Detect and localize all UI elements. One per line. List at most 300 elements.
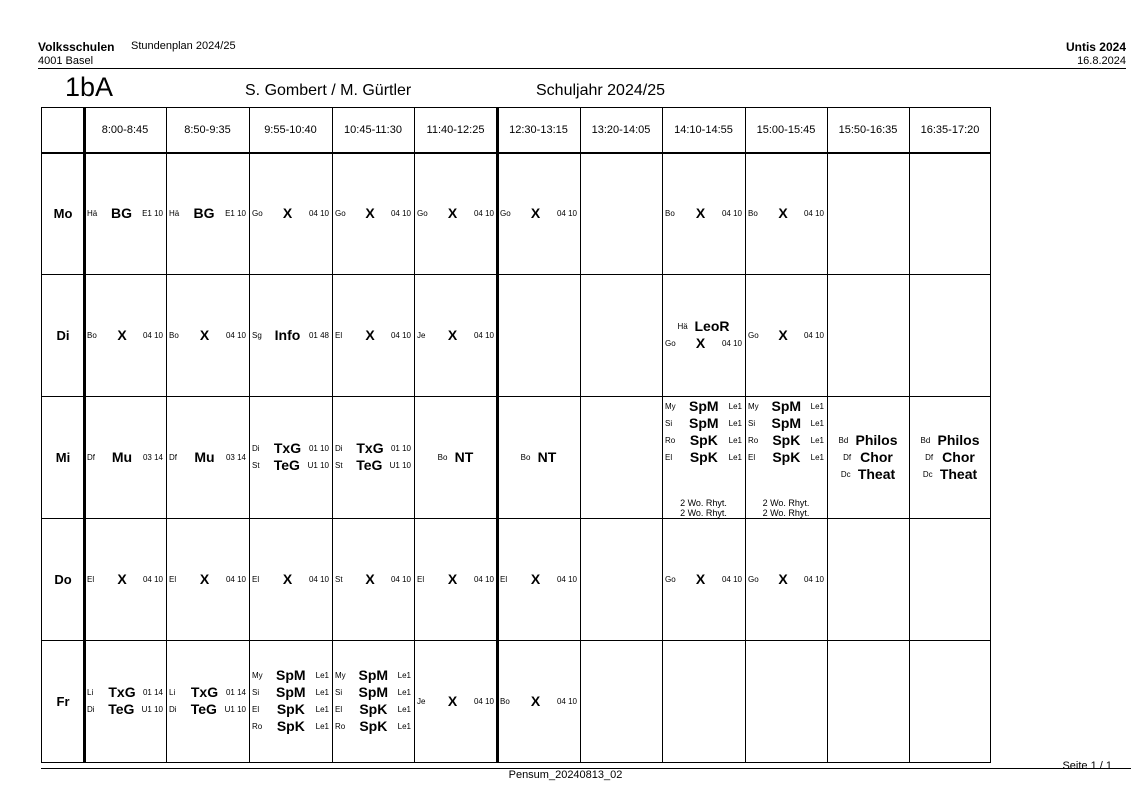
lesson-cell bbox=[84, 396, 166, 518]
teacher-code: Go bbox=[417, 208, 428, 218]
teacher-code: My bbox=[748, 402, 759, 411]
lesson-cell bbox=[166, 518, 249, 640]
room-code: 04 10 bbox=[308, 208, 329, 218]
subject-code: LeoR bbox=[694, 318, 730, 334]
lesson-entry bbox=[249, 684, 332, 701]
room-code: 04 10 bbox=[473, 574, 494, 584]
day-header-mo: Mo bbox=[53, 205, 73, 221]
day-header-fr: Fr bbox=[56, 693, 70, 709]
lesson-entry bbox=[84, 327, 166, 344]
period-header: 15:50-16:35 bbox=[838, 124, 898, 136]
room-code: 04 10 bbox=[142, 574, 163, 584]
lesson-entry bbox=[662, 205, 745, 222]
lesson-cell bbox=[662, 518, 745, 640]
lesson-entry bbox=[166, 327, 249, 344]
lesson-cell bbox=[332, 640, 414, 762]
footer-filename: Pensum_20240813_02 bbox=[508, 769, 623, 781]
lesson-cell bbox=[827, 152, 909, 274]
lesson-entry bbox=[84, 701, 166, 718]
lesson-entry bbox=[166, 449, 249, 466]
lesson-cell bbox=[745, 152, 827, 274]
lesson-cell bbox=[662, 396, 745, 520]
lesson-entry bbox=[84, 449, 166, 466]
subject-code: Theat bbox=[939, 465, 978, 482]
teacher-code: Dc bbox=[840, 469, 851, 479]
teacher-code: Di bbox=[87, 705, 95, 714]
room-code: 04 10 bbox=[142, 330, 163, 340]
room-code: Le1 bbox=[315, 722, 329, 731]
room-code: 04 10 bbox=[721, 574, 742, 584]
teacher-code: El bbox=[252, 574, 260, 584]
room-code: Le1 bbox=[397, 688, 411, 697]
subject-code: X bbox=[365, 204, 375, 221]
room-code: 04 10 bbox=[308, 574, 329, 584]
day-header-mi: Mi bbox=[55, 449, 71, 465]
room-code: 04 10 bbox=[803, 208, 824, 218]
lesson-entry bbox=[662, 432, 745, 449]
room-code: Le1 bbox=[810, 402, 824, 411]
lesson-entry bbox=[662, 335, 745, 352]
subject-code: X bbox=[530, 692, 541, 709]
lesson-cell bbox=[909, 640, 991, 762]
teacher-code: Bo bbox=[520, 452, 531, 462]
subject-code: X bbox=[530, 204, 541, 221]
room-code: U1 10 bbox=[307, 461, 329, 470]
lesson-entry bbox=[249, 667, 332, 684]
lesson-cell bbox=[909, 396, 991, 518]
room-code: E1 10 bbox=[225, 208, 246, 218]
subject-code: SpK bbox=[359, 718, 388, 734]
period-header: 9:55-10:40 bbox=[264, 124, 317, 136]
room-code: 04 10 bbox=[473, 696, 494, 706]
teacher-code: St bbox=[252, 461, 260, 470]
lesson-entry bbox=[84, 684, 166, 701]
subject-code: X bbox=[447, 326, 458, 343]
lesson-entry bbox=[827, 449, 909, 466]
lesson-cell bbox=[909, 152, 991, 274]
subject-code: X bbox=[365, 326, 375, 343]
lesson-entry bbox=[745, 449, 827, 466]
lesson-entry bbox=[414, 327, 497, 344]
subject-code: X bbox=[282, 570, 293, 587]
room-code: U1 10 bbox=[141, 705, 163, 714]
lesson-entry bbox=[745, 327, 827, 344]
lesson-entry bbox=[332, 667, 414, 684]
room-code: 01 48 bbox=[308, 330, 329, 340]
room-code: 04 10 bbox=[721, 339, 742, 348]
lesson-cell bbox=[166, 274, 249, 396]
lesson-entry bbox=[249, 205, 332, 222]
print-date: 16.8.2024 bbox=[1077, 55, 1126, 67]
subject-code: X bbox=[778, 204, 788, 221]
room-code: 04 10 bbox=[390, 208, 411, 218]
rhythm-note: 2 Wo. Rhyt. bbox=[680, 498, 727, 508]
lesson-entry bbox=[332, 457, 414, 474]
school-name: Volksschulen bbox=[38, 40, 115, 54]
teacher-code: Bd bbox=[920, 435, 931, 445]
teacher-code: Bo bbox=[437, 452, 448, 462]
subject-code: Chor bbox=[860, 448, 893, 465]
room-code: 04 10 bbox=[473, 208, 494, 218]
lesson-entry bbox=[662, 318, 745, 335]
subject-code: TeG bbox=[356, 457, 383, 473]
lesson-entry bbox=[332, 205, 414, 222]
teacher-code: Si bbox=[665, 419, 673, 428]
lesson-entry bbox=[332, 684, 414, 701]
lesson-entry bbox=[745, 571, 827, 588]
lesson-cell bbox=[827, 518, 909, 640]
lesson-entry bbox=[414, 693, 497, 710]
lesson-cell bbox=[745, 396, 827, 520]
teacher-code: Bo bbox=[169, 330, 179, 340]
lesson-cell bbox=[497, 518, 580, 640]
header-rule bbox=[38, 68, 1126, 69]
teacher-code: Je bbox=[417, 696, 426, 706]
teacher-code: El bbox=[169, 574, 177, 584]
subject-code: X bbox=[695, 335, 706, 351]
rhythm-note: 2 Wo. Rhyt. bbox=[762, 508, 810, 518]
subject-code: X bbox=[447, 692, 458, 709]
lesson-entry bbox=[332, 701, 414, 718]
lesson-cell bbox=[414, 640, 497, 762]
lesson-entry bbox=[497, 571, 580, 588]
subject-code: X bbox=[695, 204, 706, 221]
teacher-code: Go bbox=[252, 208, 263, 218]
lesson-entry bbox=[414, 449, 497, 466]
teacher-code: Go bbox=[665, 339, 676, 348]
room-code: Le1 bbox=[397, 722, 411, 731]
lesson-entry bbox=[827, 466, 909, 483]
room-code: 03 14 bbox=[142, 452, 163, 462]
teacher-code: Si bbox=[252, 688, 260, 697]
school-year: Schuljahr 2024/25 bbox=[536, 82, 665, 99]
teacher-code: Go bbox=[335, 208, 346, 218]
subject-code: X bbox=[778, 326, 788, 343]
subject-code: X bbox=[117, 570, 127, 587]
lesson-cell bbox=[249, 640, 332, 762]
teacher-code: Bd bbox=[838, 435, 849, 445]
teacher-code: Bo bbox=[87, 330, 97, 340]
lesson-entry bbox=[662, 415, 745, 432]
subject-code: NT bbox=[454, 448, 474, 465]
subject-code: X bbox=[282, 204, 293, 221]
teacher-code: Bo bbox=[665, 208, 675, 218]
teacher-code: Bo bbox=[748, 208, 758, 218]
subject-code: SpM bbox=[771, 398, 802, 414]
lesson-cell bbox=[414, 274, 497, 396]
subject-code: Info bbox=[274, 326, 301, 343]
teacher-code: Si bbox=[335, 688, 343, 697]
lesson-entry bbox=[249, 327, 332, 344]
subject-code: SpM bbox=[276, 667, 306, 683]
day-header-di: Di bbox=[56, 327, 70, 343]
room-code: Le1 bbox=[810, 453, 824, 462]
lesson-cell bbox=[827, 274, 909, 396]
subject-code: SpK bbox=[359, 701, 388, 717]
lesson-entry bbox=[662, 571, 745, 588]
lesson-entry bbox=[745, 205, 827, 222]
subject-code: SpM bbox=[689, 415, 719, 431]
lesson-entry bbox=[909, 466, 991, 483]
class-name: 1bA bbox=[65, 72, 114, 102]
lesson-cell bbox=[414, 518, 497, 640]
lesson-cell bbox=[332, 274, 414, 396]
lesson-cell bbox=[249, 396, 332, 518]
lesson-entry bbox=[332, 327, 414, 344]
room-code: Le1 bbox=[315, 705, 329, 714]
lesson-cell bbox=[84, 152, 166, 274]
subject-code: SpK bbox=[772, 432, 801, 448]
teacher-code: El bbox=[417, 574, 425, 584]
lesson-cell bbox=[662, 152, 745, 274]
rhythm-notes bbox=[662, 498, 745, 518]
subject-code: X bbox=[117, 326, 127, 343]
lesson-cell bbox=[497, 152, 580, 274]
class-teachers: S. Gombert / M. Gürtler bbox=[245, 82, 412, 99]
teacher-code: Dc bbox=[922, 469, 933, 479]
teacher-code: Ro bbox=[335, 722, 346, 731]
lesson-cell bbox=[580, 640, 662, 762]
subject-code: X bbox=[447, 204, 458, 221]
teacher-code: Df bbox=[925, 452, 934, 462]
plan-title: Stundenplan 2024/25 bbox=[131, 40, 236, 52]
subject-code: Philos bbox=[855, 431, 898, 448]
period-header: 8:00-8:45 bbox=[101, 124, 149, 136]
teacher-code: Li bbox=[169, 688, 176, 697]
rhythm-note: 2 Wo. Rhyt. bbox=[762, 498, 810, 508]
room-code: Le1 bbox=[315, 671, 329, 680]
room-code: Le1 bbox=[397, 705, 411, 714]
teacher-code: Di bbox=[252, 444, 260, 453]
subject-code: Philos bbox=[937, 431, 980, 448]
lesson-cell bbox=[827, 396, 909, 518]
period-header: 11:40-12:25 bbox=[426, 124, 485, 136]
teacher-code: Je bbox=[417, 330, 426, 340]
lesson-cell bbox=[332, 152, 414, 274]
teacher-code: Df bbox=[169, 452, 177, 462]
lesson-cell bbox=[166, 640, 249, 762]
teacher-code: El bbox=[500, 574, 508, 584]
lesson-cell bbox=[166, 152, 249, 274]
subject-code: TxG bbox=[108, 684, 136, 700]
lesson-entry bbox=[414, 571, 497, 588]
teacher-code: El bbox=[748, 453, 756, 462]
lesson-cell bbox=[580, 152, 662, 274]
lesson-entry bbox=[909, 432, 991, 449]
teacher-code: Df bbox=[843, 452, 852, 462]
lesson-cell bbox=[249, 274, 332, 396]
room-code: Le1 bbox=[810, 419, 824, 428]
period-header: 13:20-14:05 bbox=[591, 124, 651, 136]
lesson-cell bbox=[414, 396, 497, 518]
lesson-entry bbox=[745, 432, 827, 449]
room-code: Le1 bbox=[728, 419, 742, 428]
subject-code: X bbox=[778, 570, 788, 587]
teacher-code: Go bbox=[748, 574, 759, 584]
lesson-entry bbox=[414, 205, 497, 222]
room-code: Le1 bbox=[810, 436, 824, 445]
rhythm-notes bbox=[745, 498, 827, 518]
subject-code: X bbox=[695, 570, 706, 587]
subject-code: SpK bbox=[689, 449, 718, 465]
subject-code: SpM bbox=[276, 684, 306, 700]
lesson-cell bbox=[84, 640, 166, 762]
teacher-code: Df bbox=[87, 452, 95, 462]
subject-code: TxG bbox=[356, 440, 384, 456]
subject-code: TeG bbox=[108, 701, 135, 717]
subject-code: X bbox=[199, 326, 210, 343]
lesson-cell bbox=[745, 640, 827, 762]
school-address: 4001 Basel bbox=[38, 55, 94, 67]
subject-code: SpK bbox=[772, 449, 801, 465]
subject-code: Theat bbox=[857, 465, 896, 482]
room-code: 04 10 bbox=[556, 696, 577, 706]
subject-code: SpM bbox=[689, 398, 719, 414]
lesson-entry bbox=[166, 701, 249, 718]
page-number: Seite 1 / 1 bbox=[1062, 760, 1112, 772]
lesson-entry bbox=[249, 440, 332, 457]
lesson-entry bbox=[497, 449, 580, 466]
room-code: U1 10 bbox=[389, 461, 411, 470]
period-header: 14:10-14:55 bbox=[674, 124, 733, 136]
teacher-code: Ro bbox=[252, 722, 263, 731]
subject-code: BG bbox=[111, 204, 133, 221]
room-code: 04 10 bbox=[225, 330, 246, 340]
lesson-entry bbox=[662, 398, 745, 415]
lesson-entry bbox=[332, 571, 414, 588]
period-header: 10:45-11:30 bbox=[344, 124, 402, 136]
room-code: E1 10 bbox=[142, 208, 163, 218]
lesson-entry bbox=[332, 718, 414, 735]
room-code: 04 10 bbox=[556, 208, 577, 218]
subject-code: TxG bbox=[190, 684, 219, 700]
subject-code: Chor bbox=[942, 448, 975, 465]
lesson-entry bbox=[249, 701, 332, 718]
room-code: 04 10 bbox=[803, 574, 824, 584]
subject-code: SpK bbox=[689, 432, 718, 448]
lesson-entry bbox=[84, 205, 166, 222]
period-header: 8:50-9:35 bbox=[184, 124, 231, 136]
teacher-code: My bbox=[252, 671, 263, 680]
teacher-code: My bbox=[335, 671, 346, 680]
room-code: 04 10 bbox=[473, 330, 494, 340]
lesson-cell bbox=[332, 396, 414, 518]
period-header: 16:35-17:20 bbox=[920, 124, 980, 136]
teacher-code: El bbox=[87, 574, 95, 584]
room-code: 04 10 bbox=[721, 208, 742, 218]
lesson-cell bbox=[580, 396, 662, 518]
lesson-entry bbox=[166, 571, 249, 588]
period-header: 15:00-15:45 bbox=[756, 124, 816, 136]
lesson-cell bbox=[909, 274, 991, 396]
lesson-cell bbox=[166, 396, 249, 518]
lesson-entry bbox=[497, 205, 580, 222]
teacher-code: Sg bbox=[252, 330, 262, 340]
subject-code: SpM bbox=[771, 415, 802, 431]
subject-code: X bbox=[365, 570, 375, 587]
room-code: 01 10 bbox=[390, 444, 411, 453]
teacher-code: El bbox=[335, 330, 343, 340]
teacher-code: Di bbox=[335, 444, 343, 453]
room-code: 04 10 bbox=[556, 574, 577, 584]
lesson-cell bbox=[827, 640, 909, 762]
lesson-cell bbox=[662, 274, 745, 396]
lesson-cell bbox=[909, 518, 991, 640]
room-code: Le1 bbox=[728, 436, 742, 445]
lesson-entry bbox=[166, 684, 249, 701]
room-code: Le1 bbox=[728, 402, 742, 411]
teacher-code: Bo bbox=[500, 696, 510, 706]
subject-code: Mu bbox=[194, 448, 215, 465]
lesson-entry bbox=[909, 449, 991, 466]
lesson-cell bbox=[497, 396, 580, 518]
lesson-cell bbox=[249, 152, 332, 274]
teacher-code: Go bbox=[500, 208, 511, 218]
room-code: Le1 bbox=[315, 688, 329, 697]
subject-code: SpK bbox=[276, 718, 305, 734]
subject-code: SpK bbox=[276, 701, 305, 717]
subject-code: NT bbox=[537, 448, 557, 465]
teacher-code: Go bbox=[748, 330, 759, 340]
lesson-cell bbox=[84, 274, 166, 396]
room-code: 04 10 bbox=[390, 330, 411, 340]
teacher-code: El bbox=[665, 453, 673, 462]
teacher-code: Li bbox=[87, 688, 94, 697]
lesson-entry bbox=[332, 440, 414, 457]
lesson-entry bbox=[662, 449, 745, 466]
lesson-entry bbox=[497, 693, 580, 710]
teacher-code: El bbox=[335, 705, 343, 714]
teacher-code: Hä bbox=[87, 208, 98, 218]
lesson-cell bbox=[580, 518, 662, 640]
room-code: Le1 bbox=[397, 671, 411, 680]
day-header-do: Do bbox=[54, 571, 72, 587]
subject-code: BG bbox=[193, 204, 215, 221]
subject-code: SpM bbox=[358, 667, 389, 683]
lesson-entry bbox=[166, 205, 249, 222]
lesson-entry bbox=[84, 571, 166, 588]
teacher-code: Go bbox=[665, 574, 676, 584]
subject-code: TeG bbox=[273, 457, 300, 473]
subject-code: SpM bbox=[358, 684, 389, 700]
lesson-entry bbox=[745, 398, 827, 415]
room-code: 01 14 bbox=[225, 688, 246, 697]
teacher-code: Hä bbox=[169, 208, 180, 218]
lesson-cell bbox=[332, 518, 414, 640]
teacher-code: Ro bbox=[748, 436, 759, 445]
subject-code: X bbox=[199, 570, 210, 587]
lesson-cell bbox=[662, 640, 745, 762]
lesson-cell bbox=[84, 518, 166, 640]
subject-code: TxG bbox=[273, 440, 302, 456]
lesson-cell bbox=[745, 518, 827, 640]
lesson-entry bbox=[249, 457, 332, 474]
software-name: Untis 2024 bbox=[1065, 40, 1126, 54]
teacher-code: Di bbox=[169, 705, 177, 714]
room-code: U1 10 bbox=[224, 705, 246, 714]
teacher-code: Hä bbox=[677, 322, 688, 331]
lesson-entry bbox=[249, 571, 332, 588]
rhythm-note: 2 Wo. Rhyt. bbox=[680, 508, 727, 518]
timetable-grid bbox=[41, 107, 991, 763]
teacher-code: Ro bbox=[665, 436, 676, 445]
teacher-code: St bbox=[335, 461, 343, 470]
teacher-code: My bbox=[665, 402, 676, 411]
room-code: 01 14 bbox=[142, 688, 163, 697]
room-code: 03 14 bbox=[225, 452, 246, 462]
teacher-code: St bbox=[335, 574, 343, 584]
lesson-cell bbox=[497, 640, 580, 762]
